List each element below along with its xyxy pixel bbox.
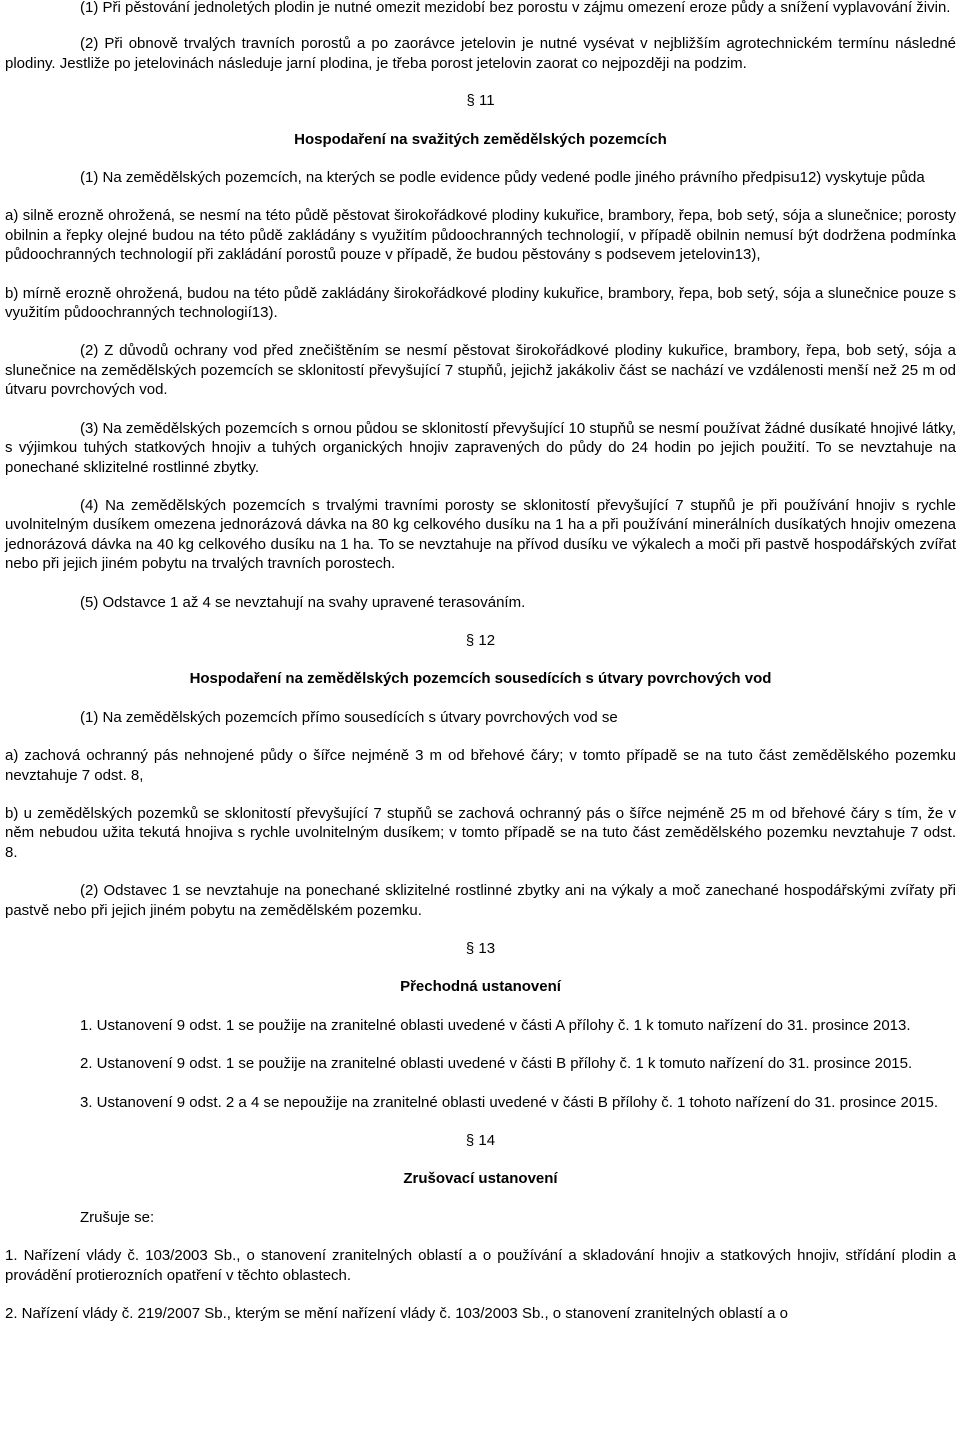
document-page	[5, 0, 956, 1323]
s14-intro: Zrušuje se:	[80, 1208, 155, 1226]
s12-paragraph-1: (1) Na zemědělských pozemcích přímo sousedících s útvary povrchových vod se	[80, 708, 618, 726]
s11-paragraph-1: (1) Na zemědělských pozemcích, na kterých se podle evidence půdy vedené podle jiného právního předpisu12) vyskytuje půda	[80, 169, 925, 187]
s11-paragraph-2: (2) Z důvodů ochrany vod před znečištěním se nesmí pěstovat širokořádkové plodiny kukuřice, brambory, řepa, bob setý, sója a slunečnice na zemědělských pozemcích se sklonitostí převyšující 7 stupňů, jejichž jakákoliv část se nachází ve vzdálenosti menší než 25 m od útvaru povrchových vod.	[5, 342, 956, 399]
s14-item-2: 2. Nařízení vlády č. 219/2007 Sb., kterým se mění nařízení vlády č. 103/2003 Sb., o stanovení zranitelných oblastí a o	[5, 1305, 788, 1323]
section-11-number: § 11	[466, 92, 495, 110]
s13-item-2: 2. Ustanovení 9 odst. 1 se použije na zranitelné oblasti uvedené v části B přílohy č. 1 k tomuto nařízení do 31. prosince 2015.	[80, 1055, 913, 1073]
s11-paragraph-3: (3) Na zemědělských pozemcích s ornou půdou se sklonitostí převyšující 10 stupňů se nesmí používat žádné dusíkaté hnojivé látky, s výjimkou tuhých statkových hnojiv a tuhých organických hnojiv zapravených do půdy do 24 hodin po jejich použití. To se nevztahuje na ponechané sklizitelné rostlinné zbytky.	[5, 419, 957, 476]
section-11-number-text: 11	[478, 92, 495, 110]
s14-item-1: 1. Nařízení vlády č. 103/2003 Sb., o stanovení zranitelných oblastí a o používání a skladování hnojiv a statkových hnojiv, střídání plodin a provádění protierozních opatření v těchto oblastech.	[5, 1247, 956, 1284]
s12-paragraph-2: (2) Odstavec 1 se nevztahuje na ponechané sklizitelné rostlinné zbytky ani na výkaly a moč zanechané hospodářskými zvířaty při pastvě nebo při jejich jiném pobytu na zemědělském pozemku.	[5, 882, 956, 919]
s13-item-1: 1. Ustanovení 9 odst. 1 se použije na zranitelné oblasti uvedené v části A přílohy č. 1 k tomuto nařízení do 31. prosince 2013.	[80, 1016, 911, 1034]
s12-item-b: b) u zemědělských pozemků se sklonitostí převyšující 7 stupňů se zachová ochranný pás o šířce nejméně 25 m od břehové čáry s tím, že v něm nebudou užita tekutá hnojiva s rychle uvolnitelným dusíkem; v tomto případě se na tuto část zemědělského pozemku nevztahuje 7 odst. 8.	[5, 804, 956, 861]
s11-item-a: a) silně erozně ohrožená, se nesmí na této půdě pěstovat širokořádkové plodiny kukuřice, brambory, řepa, bob setý, sója a slunečnice; porosty obilnin a řepky olejné budou na této půdě zakládány s využitím půdoochranných technologií, v případě obilnin nemusí být dodržena podmínka půdoochranných technologií při zakládání porostů pouze v případě, že budou pěstovány s podsevem jetelovin13),	[5, 207, 956, 264]
s11-item-b: b) mírně erozně ohrožená, budou na této půdě zakládány širokořádkové plodiny kukuřice, brambory, řepa, bob setý, sója a slunečnice pouze s využitím půdoochranných technologií13).	[5, 284, 956, 322]
section-13-number-text: 13	[478, 940, 496, 957]
paragraph-2-prev-section: (2) Při obnově trvalých travních porostů a po zaorávce jetelovin je nutné vysévat v nejbližším agrotechnickém termínu následné plodiny. Jestliže po jetelovinách následuje jarní plodina, je třeba porost jetelovin zaorat co nejpozději na podzim.	[5, 35, 956, 72]
section-14-number-text: 14	[478, 1132, 496, 1150]
s13-item-3: 3. Ustanovení 9 odst. 2 a 4 se nepoužije na zranitelné oblasti uvedené v části B přílohy č. 1 tohoto nařízení do 31. prosince 2015.	[80, 1093, 939, 1111]
section-14-title: Zrušovací ustanovení	[403, 1170, 558, 1188]
section-13-number: § 13	[465, 940, 496, 957]
paragraph-1-prev-section: (1) Při pěstování jednoletých plodin je nutné omezit mezidobí bez porostu v zájmu omezení eroze půdy a snížení vyplavování živin.	[80, 0, 951, 16]
s11-paragraph-4: (4) Na zemědělských pozemcích s trvalými travními porosty se sklonitostí převyšující 7 stupňů je při používání hnojiv s rychle uvolnitelným dusíkem omezena jednorázová dávka na 80 kg celkového dusíku na 1 ha a při používání minerálních dusíkatých hnojiv omezena jednorázová dávka na 40 kg celkového dusíku na 1 ha. To se nevztahuje na přívod dusíku ve výkalech a moči při pastvě hospodářských zvířat nebo při jejich jiném pobytu na trvalých travních porostech.	[5, 496, 956, 573]
section-11-title: Hospodaření na svažitých zemědělských pozemcích	[294, 130, 667, 148]
s12-item-a	[5, 746, 956, 785]
section-12-number: § 12	[465, 631, 496, 649]
section-13-title: Přechodná ustanovení	[400, 978, 561, 996]
section-12-number-text: 12	[478, 631, 496, 649]
section-14-number: § 14	[465, 1132, 496, 1150]
section-12-title: Hospodaření na zemědělských pozemcích sousedících s útvary povrchových vod	[189, 670, 772, 688]
s11-paragraph-5: (5) Odstavce 1 až 4 se nevztahují na svahy upravené terasováním.	[80, 593, 526, 611]
s12-item-a-text: a) zachová ochranný pás nehnojené půdy o šířce nejméně 3 m od břehové čáry; v tomto případě se na tuto část zemědělského pozemku nevztahuje 7 odst. 8,	[5, 747, 956, 784]
